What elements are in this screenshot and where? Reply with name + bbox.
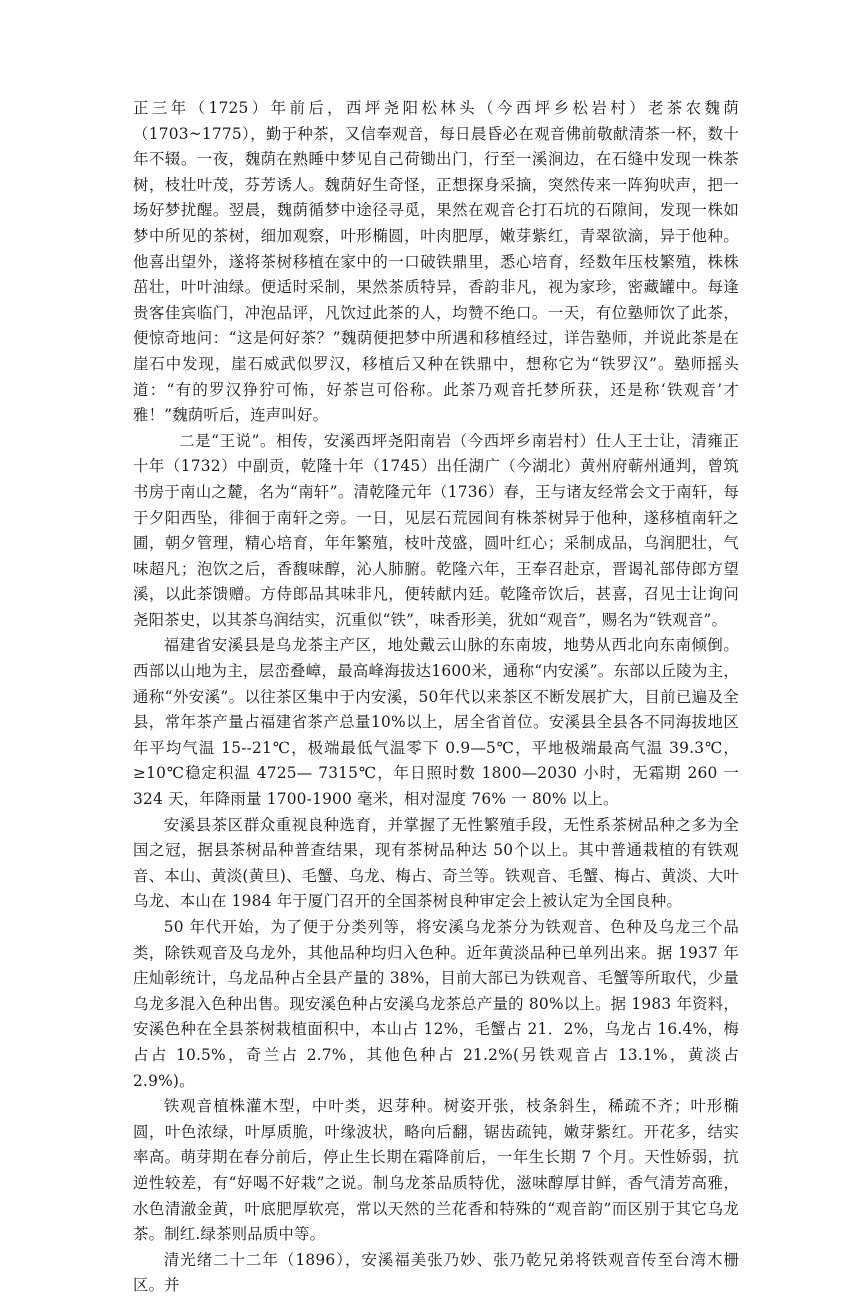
paragraph-anxi-geography: 福建省安溪县是乌龙茶主产区，地处戴云山脉的东南坡，地势从西北向东南倾倒。西部以山地为主，层峦叠嶂，最高峰海拔达1600米，通称“内安溪”。东部以丘陵为主，通称“外安溪”。以往茶区集中于内安溪，50年代以来茶区不断发展扩大，目前已遍及全县，常年茶产量占福建省茶产总量10%以上，居全省首位。安溪县全县各不同海拔地区年平均气温 15--21℃，极端最低气温零下 0.9—5℃，平地极端最高气温 39.3℃，≥10℃稳定积温 4725— 7315℃，年日照时数 1800—2030 小时，无霜期 260 一 324 天，年降雨量 1700-1900 毫米，相对湿度 76% 一 80% 以上。 — [133, 636, 739, 809]
document-body — [133, 96, 739, 1299]
paragraph-tea-classification: 50 年代开始，为了便于分类列等，将安溪乌龙茶分为铁观音、色种及乌龙三个品类，除铁观音及乌龙外，其他品种均归入色种。近年黄淡品种已单列出来。据 1937 年庄灿彰统计，乌龙品种占全县产量的 38%，目前大部已为铁观音、毛蟹等所取代，少量乌龙多混入色种出售。现安溪色种占安溪乌龙茶总产量的 80%以上。据 1983 年资料，安溪色种在全县茶树栽植面积中，本山占 12%，毛蟹占 21．2%，乌龙占 16.4%，梅占占 10.5%，奇兰占 2.7%，其他色种占 21.2%(另铁观音占 13.1%，黄淡占 2.9%)。 — [133, 918, 739, 1090]
paragraph-tea-varieties: 安溪县茶区群众重视良种选育，并掌握了无性繁殖手段，无性系茶树品种之多为全国之冠，据县茶树品种普查结果，现有茶树品种达 50个以上。其中普通栽植的有铁观音、本山、黄淡(黄旦)、毛蟹、乌龙、梅占、奇兰等。铁观音、毛蟹、梅占、黄淡、大叶乌龙、本山在 1984 年于厦门召开的全国茶树良种审定会上被认定为全国良种。 — [133, 815, 739, 911]
paragraph-tieguanyin-traits: 铁观音植株灌木型，中叶类，迟芽种。树姿开张，枝条斜生，稀疏不齐；叶形椭圆，叶色浓绿，叶厚质脆，叶缘波状，略向后翻，锯齿疏钝，嫩芽紫红。开花多，结实率高。萌芽期在春分前后，停止生长期在霜降前后，一年生长期 7 个月。天性娇弱，抗逆性较差，有“好喝不好栽”之说。制乌龙茶品质特优，滋味醇厚甘鲜，香气清芳高雅，水色清澈金黄，叶底肥厚软亮，常以天然的兰花香和特殊的“观音韵”而区别于其它乌龙茶。制红.绿茶则品质中等。 — [133, 1097, 739, 1244]
paragraph-weiyin-legend: 正三年（1725）年前后，西坪尧阳松林头（今西坪乡松岩村）老茶农魏荫（1703~1775），勤于种茶，又信奉观音，每日晨昏必在观音佛前敬献清茶一杯，数十年不辍。一夜，魏荫在熟睡中梦见自己荷锄出门，行至一溪涧边，在石缝中发现一株茶树，枝壮叶茂，芬芳诱人。魏荫好生奇怪，正想探身采摘，突然传来一阵狗吠声，把一场好梦扰醒。翌晨，魏荫循梦中途径寻觅，果然在观音仑打石坑的石隙间，发现一株如梦中所见的茶树，细加观察，叶形椭圆，叶肉肥厚，嫩芽紫红，青翠欲滴，异于他种。他喜出望外，遂将茶树移植在家中的一口破铁鼎里，悉心培育，经数年压枝繁殖，株株茁壮，叶叶油绿。便适时采制，果然茶质特异，香韵非凡，视为家珍，密藏罐中。每逢贵客佳宾临门，冲泡品评，凡饮过此茶的人，均赞不绝口。一天，有位塾师饮了此茶，便惊奇地问：“这是何好茶？”魏荫便把梦中所遇和移植经过，详告塾师，并说此茶是在崖石中发现，崖石威武似罗汉，移植后又种在铁鼎中，想称它为“铁罗汉”。塾师摇头道：“有的罗汉狰狞可怖，好茶岂可俗称。此茶乃观音托梦所获，还是称‘铁观音’才雅！”魏荫听后，连声叫好。 — [133, 99, 739, 425]
paragraph-wang-legend: 二是“王说”。相传，安溪西坪尧阳南岩（今西坪乡南岩村）仕人王士让，清雍正十年（1732）中副贡，乾隆十年（1745）出任湖广（今湖北）黄州府蕲州通判，曾筑书房于南山之麓，名为“南轩”。清乾隆元年（1736）春，王与诸友经常会文于南轩，每于夕阳西坠，徘徊于南轩之旁。一日，见层石荒园间有株茶树异于他种，遂移植南轩之圃，朝夕管理，精心培育，年年繁殖，枝叶茂盛，圆叶红心；采制成品，乌润肥壮，气味超凡；泡饮之后，香馥味醇，沁人肺腑。乾隆六年，王奉召赴京，晋谒礼部侍郎方望溪，以此茶馈赠。方侍郎品其味非凡，便转献内廷。乾隆帝饮后，甚喜，召见士让询问尧阳茶史，以其茶乌润结实，沉重似“铁”，味香形美，犹如“观音”，赐名为“铁观音”。 — [133, 431, 739, 629]
paragraph-taiwan-spread: 清光绪二十二年（1896），安溪福美张乃妙、张乃乾兄弟将铁观音传至台湾木栅区。并 — [133, 1250, 739, 1295]
